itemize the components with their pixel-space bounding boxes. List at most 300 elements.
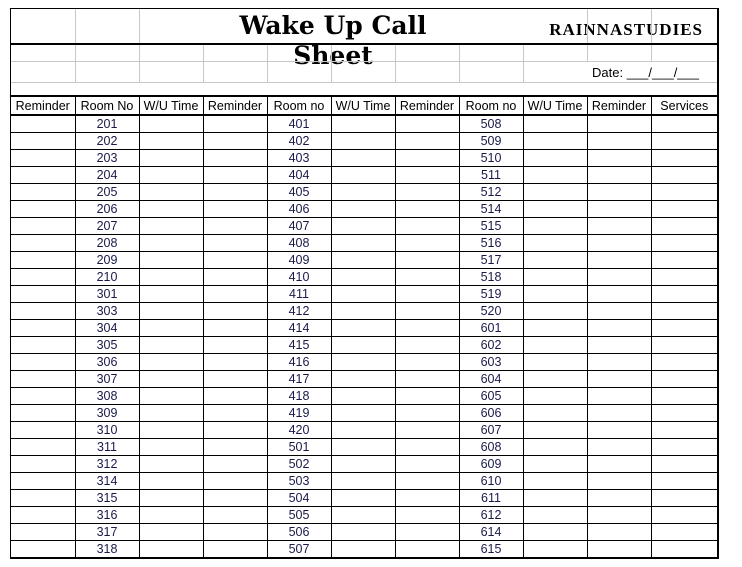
entry-cell[interactable] — [331, 115, 395, 133]
room-number-cell[interactable]: 609 — [459, 456, 523, 473]
room-number-cell[interactable]: 409 — [267, 252, 331, 269]
room-number-cell[interactable]: 607 — [459, 422, 523, 439]
room-number-cell[interactable]: 615 — [459, 541, 523, 558]
room-number-cell[interactable]: 611 — [459, 490, 523, 507]
room-number-cell[interactable]: 515 — [459, 218, 523, 235]
entry-cell[interactable] — [139, 133, 203, 150]
entry-cell[interactable] — [587, 320, 651, 337]
entry-cell[interactable] — [523, 337, 587, 354]
gridline — [523, 45, 524, 61]
entry-cell[interactable] — [139, 286, 203, 303]
room-number-cell[interactable]: 601 — [459, 320, 523, 337]
entry-cell[interactable] — [587, 507, 651, 524]
entry-cell[interactable] — [203, 337, 267, 354]
entry-cell[interactable] — [587, 490, 651, 507]
entry-cell[interactable] — [523, 456, 587, 473]
entry-cell[interactable] — [395, 422, 459, 439]
entry-cell[interactable] — [395, 541, 459, 558]
room-number-cell[interactable]: 405 — [267, 184, 331, 201]
room-number-cell[interactable]: 507 — [267, 541, 331, 558]
title-row — [11, 9, 717, 70]
room-number-cell[interactable]: 304 — [75, 320, 139, 337]
gridline — [459, 62, 460, 82]
entry-cell[interactable] — [395, 371, 459, 388]
entry-cell[interactable] — [11, 337, 75, 354]
entry-cell[interactable] — [139, 269, 203, 286]
entry-cell[interactable] — [139, 184, 203, 201]
wake-up-table — [11, 97, 717, 557]
entry-cell[interactable] — [11, 252, 75, 269]
entry-cell[interactable] — [587, 354, 651, 371]
entry-cell[interactable] — [651, 303, 717, 320]
entry-cell[interactable] — [331, 320, 395, 337]
room-number-cell[interactable]: 408 — [267, 235, 331, 252]
entry-cell[interactable] — [203, 286, 267, 303]
gridline — [203, 62, 204, 82]
entry-cell[interactable] — [203, 303, 267, 320]
entry-cell[interactable] — [587, 286, 651, 303]
entry-cell[interactable] — [11, 541, 75, 558]
room-number-cell[interactable]: 402 — [267, 133, 331, 150]
room-number-cell[interactable]: 308 — [75, 388, 139, 405]
entry-cell[interactable] — [11, 218, 75, 235]
room-number-cell[interactable]: 610 — [459, 473, 523, 490]
entry-cell[interactable] — [651, 456, 717, 473]
room-number-cell[interactable]: 315 — [75, 490, 139, 507]
entry-cell[interactable] — [395, 252, 459, 269]
entry-cell[interactable] — [587, 422, 651, 439]
entry-cell[interactable] — [651, 218, 717, 235]
entry-cell[interactable] — [587, 405, 651, 422]
entry-cell[interactable] — [139, 371, 203, 388]
entry-cell[interactable] — [395, 235, 459, 252]
entry-cell[interactable] — [331, 235, 395, 252]
entry-cell[interactable] — [203, 388, 267, 405]
entry-cell[interactable] — [11, 235, 75, 252]
entry-cell[interactable] — [523, 405, 587, 422]
entry-cell[interactable] — [139, 541, 203, 558]
entry-cell[interactable] — [203, 150, 267, 167]
table-row — [11, 405, 717, 422]
entry-cell[interactable] — [395, 388, 459, 405]
entry-cell[interactable] — [395, 201, 459, 218]
room-number-cell[interactable]: 309 — [75, 405, 139, 422]
entry-cell[interactable] — [11, 422, 75, 439]
entry-cell[interactable] — [523, 303, 587, 320]
entry-cell[interactable] — [587, 184, 651, 201]
entry-cell[interactable] — [203, 490, 267, 507]
entry-cell[interactable] — [331, 439, 395, 456]
entry-cell[interactable] — [11, 150, 75, 167]
entry-cell[interactable] — [203, 524, 267, 541]
entry-cell[interactable] — [11, 490, 75, 507]
entry-cell[interactable] — [203, 354, 267, 371]
entry-cell[interactable] — [587, 167, 651, 184]
entry-cell[interactable] — [331, 269, 395, 286]
entry-cell[interactable] — [331, 201, 395, 218]
entry-cell[interactable] — [331, 490, 395, 507]
room-number-cell[interactable]: 418 — [267, 388, 331, 405]
entry-cell[interactable] — [523, 371, 587, 388]
entry-cell[interactable] — [651, 541, 717, 558]
entry-cell[interactable] — [395, 405, 459, 422]
entry-cell[interactable] — [331, 524, 395, 541]
entry-cell[interactable] — [523, 269, 587, 286]
room-number-cell[interactable]: 602 — [459, 337, 523, 354]
entry-cell[interactable] — [331, 252, 395, 269]
entry-cell[interactable] — [523, 218, 587, 235]
entry-cell[interactable] — [11, 167, 75, 184]
entry-cell[interactable] — [139, 354, 203, 371]
room-number-cell[interactable]: 516 — [459, 235, 523, 252]
room-number-cell[interactable]: 401 — [267, 115, 331, 133]
entry-cell[interactable] — [139, 150, 203, 167]
entry-cell[interactable] — [139, 115, 203, 133]
entry-cell[interactable] — [523, 388, 587, 405]
entry-cell[interactable] — [139, 303, 203, 320]
room-number-cell[interactable]: 208 — [75, 235, 139, 252]
room-number-cell[interactable]: 317 — [75, 524, 139, 541]
entry-cell[interactable] — [203, 184, 267, 201]
entry-cell[interactable] — [139, 201, 203, 218]
entry-cell[interactable] — [139, 252, 203, 269]
room-number-cell[interactable]: 518 — [459, 269, 523, 286]
entry-cell[interactable] — [523, 235, 587, 252]
entry-cell[interactable] — [395, 456, 459, 473]
entry-cell[interactable] — [331, 473, 395, 490]
entry-cell[interactable] — [331, 286, 395, 303]
entry-cell[interactable] — [587, 524, 651, 541]
entry-cell[interactable] — [139, 507, 203, 524]
entry-cell[interactable] — [523, 115, 587, 133]
entry-cell[interactable] — [11, 507, 75, 524]
room-number-cell[interactable]: 503 — [267, 473, 331, 490]
entry-cell[interactable] — [651, 490, 717, 507]
entry-cell[interactable] — [11, 269, 75, 286]
entry-cell[interactable] — [203, 133, 267, 150]
entry-cell[interactable] — [651, 354, 717, 371]
entry-cell[interactable] — [651, 320, 717, 337]
entry-cell[interactable] — [395, 524, 459, 541]
entry-cell[interactable] — [523, 150, 587, 167]
room-number-cell[interactable]: 307 — [75, 371, 139, 388]
entry-cell[interactable] — [523, 541, 587, 558]
room-number-cell[interactable]: 603 — [459, 354, 523, 371]
room-number-cell[interactable]: 316 — [75, 507, 139, 524]
room-number-cell[interactable]: 417 — [267, 371, 331, 388]
entry-cell[interactable] — [139, 388, 203, 405]
room-number-cell[interactable]: 509 — [459, 133, 523, 150]
entry-cell[interactable] — [11, 286, 75, 303]
room-number-cell[interactable]: 303 — [75, 303, 139, 320]
room-number-cell[interactable]: 411 — [267, 286, 331, 303]
room-number-cell[interactable]: 512 — [459, 184, 523, 201]
entry-cell[interactable] — [523, 201, 587, 218]
room-number-cell[interactable]: 201 — [75, 115, 139, 133]
room-number-cell[interactable]: 608 — [459, 439, 523, 456]
entry-cell[interactable] — [139, 473, 203, 490]
entry-cell[interactable] — [11, 201, 75, 218]
entry-cell[interactable] — [11, 456, 75, 473]
table-row — [11, 524, 717, 541]
entry-cell[interactable] — [203, 252, 267, 269]
room-number-cell[interactable]: 210 — [75, 269, 139, 286]
entry-cell[interactable] — [651, 201, 717, 218]
entry-cell[interactable] — [651, 337, 717, 354]
entry-cell[interactable] — [331, 388, 395, 405]
entry-cell[interactable] — [587, 269, 651, 286]
entry-cell[interactable] — [203, 218, 267, 235]
table-row — [11, 235, 717, 252]
entry-cell[interactable] — [203, 422, 267, 439]
entry-cell[interactable] — [331, 303, 395, 320]
room-number-cell[interactable]: 202 — [75, 133, 139, 150]
entry-cell[interactable] — [11, 473, 75, 490]
entry-cell[interactable] — [395, 167, 459, 184]
entry-cell[interactable] — [587, 473, 651, 490]
room-number-cell[interactable]: 506 — [267, 524, 331, 541]
entry-cell[interactable] — [331, 507, 395, 524]
entry-cell[interactable] — [11, 439, 75, 456]
entry-cell[interactable] — [587, 439, 651, 456]
entry-cell[interactable] — [587, 150, 651, 167]
room-number-cell[interactable]: 614 — [459, 524, 523, 541]
room-number-cell[interactable]: 510 — [459, 150, 523, 167]
room-number-cell[interactable]: 514 — [459, 201, 523, 218]
room-number-cell[interactable]: 605 — [459, 388, 523, 405]
entry-cell[interactable] — [139, 405, 203, 422]
entry-cell[interactable] — [331, 371, 395, 388]
room-number-cell[interactable]: 416 — [267, 354, 331, 371]
room-number-cell[interactable]: 205 — [75, 184, 139, 201]
entry-cell[interactable] — [331, 218, 395, 235]
entry-cell[interactable] — [203, 167, 267, 184]
entry-cell[interactable] — [11, 371, 75, 388]
entry-cell[interactable] — [331, 133, 395, 150]
entry-cell[interactable] — [587, 303, 651, 320]
column-header: W/U Time — [331, 97, 395, 115]
entry-cell[interactable] — [587, 541, 651, 558]
room-number-cell[interactable]: 519 — [459, 286, 523, 303]
entry-cell[interactable] — [651, 507, 717, 524]
room-number-cell[interactable]: 207 — [75, 218, 139, 235]
entry-cell[interactable] — [203, 201, 267, 218]
entry-cell[interactable] — [587, 201, 651, 218]
entry-cell[interactable] — [203, 320, 267, 337]
room-number-cell[interactable]: 312 — [75, 456, 139, 473]
entry-cell[interactable] — [651, 269, 717, 286]
entry-cell[interactable] — [395, 473, 459, 490]
entry-cell[interactable] — [395, 269, 459, 286]
table-row — [11, 167, 717, 184]
entry-cell[interactable] — [587, 115, 651, 133]
room-number-cell[interactable]: 502 — [267, 456, 331, 473]
entry-cell[interactable] — [331, 167, 395, 184]
room-number-cell[interactable]: 604 — [459, 371, 523, 388]
entry-cell[interactable] — [587, 388, 651, 405]
entry-cell[interactable] — [651, 405, 717, 422]
entry-cell[interactable] — [331, 456, 395, 473]
entry-cell[interactable] — [587, 133, 651, 150]
entry-cell[interactable] — [203, 405, 267, 422]
room-number-cell[interactable]: 209 — [75, 252, 139, 269]
entry-cell[interactable] — [139, 439, 203, 456]
entry-cell[interactable] — [523, 184, 587, 201]
entry-cell[interactable] — [11, 388, 75, 405]
entry-cell[interactable] — [523, 252, 587, 269]
entry-cell[interactable] — [523, 422, 587, 439]
entry-cell[interactable] — [395, 115, 459, 133]
table-row — [11, 439, 717, 456]
entry-cell[interactable] — [395, 218, 459, 235]
entry-cell[interactable] — [331, 184, 395, 201]
room-number-cell[interactable]: 520 — [459, 303, 523, 320]
entry-cell[interactable] — [587, 456, 651, 473]
entry-cell[interactable] — [395, 286, 459, 303]
room-number-cell[interactable]: 415 — [267, 337, 331, 354]
room-number-cell[interactable]: 517 — [459, 252, 523, 269]
room-number-cell[interactable]: 305 — [75, 337, 139, 354]
room-number-cell[interactable]: 407 — [267, 218, 331, 235]
entry-cell[interactable] — [203, 269, 267, 286]
entry-cell[interactable] — [203, 439, 267, 456]
entry-cell[interactable] — [203, 115, 267, 133]
entry-cell[interactable] — [203, 456, 267, 473]
entry-cell[interactable] — [395, 439, 459, 456]
entry-cell[interactable] — [395, 320, 459, 337]
entry-cell[interactable] — [651, 286, 717, 303]
entry-cell[interactable] — [203, 507, 267, 524]
room-number-cell[interactable]: 612 — [459, 507, 523, 524]
room-number-cell[interactable]: 414 — [267, 320, 331, 337]
entry-cell[interactable] — [587, 252, 651, 269]
entry-cell[interactable] — [139, 456, 203, 473]
entry-cell[interactable] — [139, 490, 203, 507]
entry-cell[interactable] — [523, 524, 587, 541]
room-number-cell[interactable]: 301 — [75, 286, 139, 303]
entry-cell[interactable] — [651, 422, 717, 439]
sheet-title: Wake Up Call Sheet — [239, 11, 427, 70]
entry-cell[interactable] — [11, 184, 75, 201]
entry-cell[interactable] — [331, 354, 395, 371]
entry-cell[interactable] — [395, 354, 459, 371]
entry-cell[interactable] — [139, 320, 203, 337]
entry-cell[interactable] — [523, 133, 587, 150]
entry-cell[interactable] — [11, 133, 75, 150]
room-number-cell[interactable]: 311 — [75, 439, 139, 456]
room-number-cell[interactable]: 406 — [267, 201, 331, 218]
column-header: Reminder — [11, 97, 75, 115]
entry-cell[interactable] — [395, 507, 459, 524]
entry-cell[interactable] — [523, 320, 587, 337]
room-number-cell[interactable]: 504 — [267, 490, 331, 507]
date-field[interactable]: Date: ___/___/___ — [592, 65, 699, 80]
entry-cell[interactable] — [651, 115, 717, 133]
room-number-cell[interactable]: 203 — [75, 150, 139, 167]
entry-cell[interactable] — [523, 439, 587, 456]
room-number-cell[interactable]: 505 — [267, 507, 331, 524]
entry-cell[interactable] — [11, 303, 75, 320]
entry-cell[interactable] — [523, 354, 587, 371]
room-number-cell[interactable]: 410 — [267, 269, 331, 286]
entry-cell[interactable] — [395, 337, 459, 354]
room-number-cell[interactable]: 314 — [75, 473, 139, 490]
entry-cell[interactable] — [395, 490, 459, 507]
entry-cell[interactable] — [523, 507, 587, 524]
entry-cell[interactable] — [11, 320, 75, 337]
entry-cell[interactable] — [651, 439, 717, 456]
room-number-cell[interactable]: 206 — [75, 201, 139, 218]
entry-cell[interactable] — [203, 235, 267, 252]
entry-cell[interactable] — [395, 150, 459, 167]
entry-cell[interactable] — [11, 405, 75, 422]
room-number-cell[interactable]: 310 — [75, 422, 139, 439]
entry-cell[interactable] — [587, 371, 651, 388]
entry-cell[interactable] — [331, 541, 395, 558]
room-number-cell[interactable]: 403 — [267, 150, 331, 167]
room-number-cell[interactable]: 501 — [267, 439, 331, 456]
entry-cell[interactable] — [395, 184, 459, 201]
entry-cell[interactable] — [331, 405, 395, 422]
entry-cell[interactable] — [139, 524, 203, 541]
room-number-cell[interactable]: 606 — [459, 405, 523, 422]
entry-cell[interactable] — [651, 235, 717, 252]
entry-cell[interactable] — [395, 303, 459, 320]
entry-cell[interactable] — [331, 150, 395, 167]
entry-cell[interactable] — [11, 115, 75, 133]
room-number-cell[interactable]: 412 — [267, 303, 331, 320]
room-number-cell[interactable]: 204 — [75, 167, 139, 184]
entry-cell[interactable] — [651, 388, 717, 405]
entry-cell[interactable] — [139, 167, 203, 184]
entry-cell[interactable] — [203, 473, 267, 490]
entry-cell[interactable] — [651, 524, 717, 541]
entry-cell[interactable] — [203, 541, 267, 558]
entry-cell[interactable] — [139, 337, 203, 354]
entry-cell[interactable] — [651, 252, 717, 269]
entry-cell[interactable] — [651, 167, 717, 184]
entry-cell[interactable] — [587, 218, 651, 235]
entry-cell[interactable] — [651, 473, 717, 490]
room-number-cell[interactable]: 318 — [75, 541, 139, 558]
entry-cell[interactable] — [587, 235, 651, 252]
entry-cell[interactable] — [651, 150, 717, 167]
entry-cell[interactable] — [523, 490, 587, 507]
entry-cell[interactable] — [651, 371, 717, 388]
entry-cell[interactable] — [11, 524, 75, 541]
entry-cell[interactable] — [523, 473, 587, 490]
room-number-cell[interactable]: 404 — [267, 167, 331, 184]
entry-cell[interactable] — [331, 422, 395, 439]
room-number-cell[interactable]: 508 — [459, 115, 523, 133]
entry-cell[interactable] — [587, 337, 651, 354]
entry-cell[interactable] — [139, 422, 203, 439]
room-number-cell[interactable]: 306 — [75, 354, 139, 371]
entry-cell[interactable] — [651, 184, 717, 201]
room-number-cell[interactable]: 420 — [267, 422, 331, 439]
entry-cell[interactable] — [395, 133, 459, 150]
room-number-cell[interactable]: 511 — [459, 167, 523, 184]
entry-cell[interactable] — [203, 371, 267, 388]
entry-cell[interactable] — [139, 218, 203, 235]
entry-cell[interactable] — [523, 286, 587, 303]
entry-cell[interactable] — [139, 235, 203, 252]
room-number-cell[interactable]: 419 — [267, 405, 331, 422]
entry-cell[interactable] — [651, 133, 717, 150]
entry-cell[interactable] — [331, 337, 395, 354]
entry-cell[interactable] — [523, 167, 587, 184]
entry-cell[interactable] — [11, 354, 75, 371]
